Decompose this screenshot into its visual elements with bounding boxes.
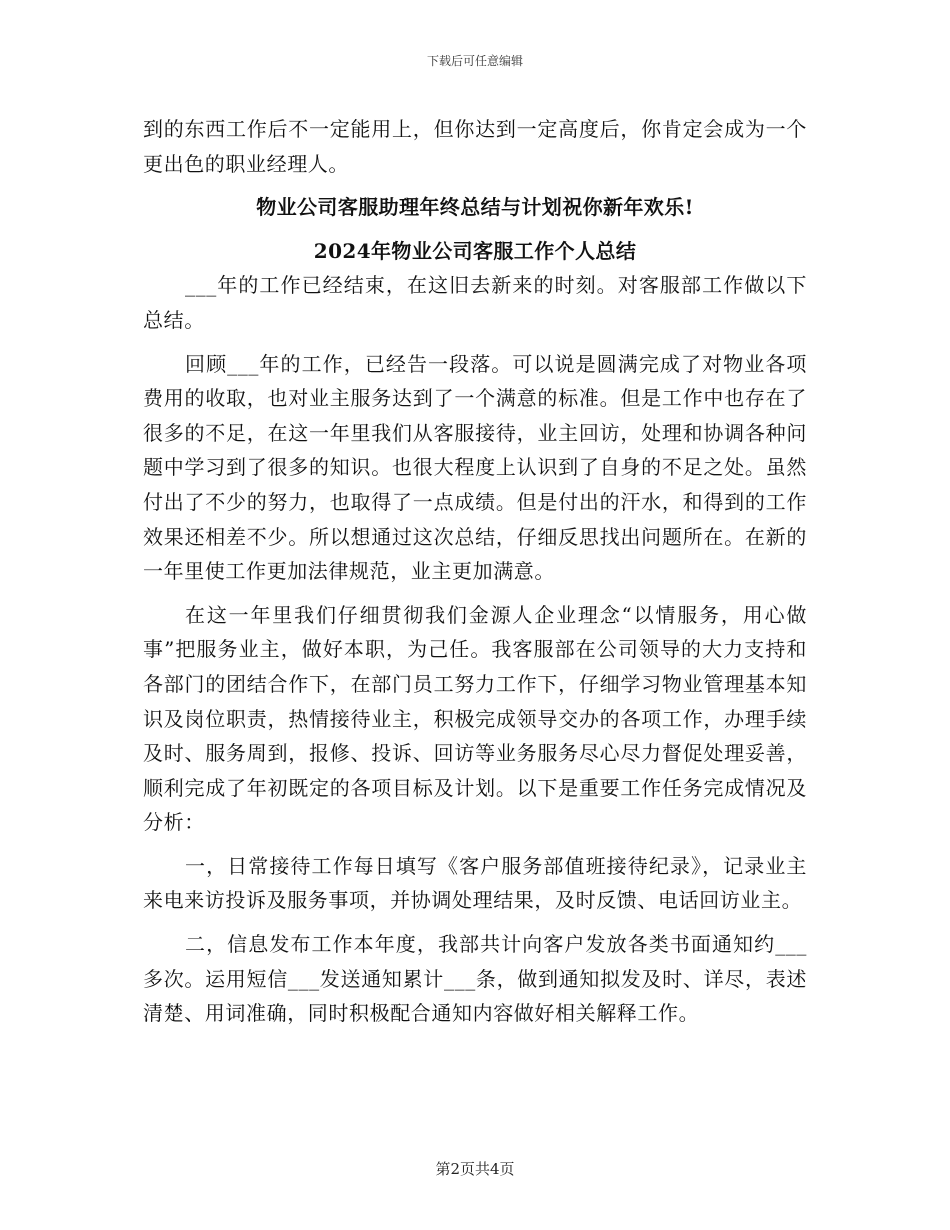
spacer [143,589,807,598]
section-title: 物业公司客服助理年终总结与计划祝你新年欢乐! [256,195,694,220]
paragraph-continuation: 到的东西工作后不一定能用上，但你达到一定高度后，你肯定会成为一个更出色的职业经理人。 [143,117,807,176]
spacer [143,840,807,849]
paragraph-item-1: 一，日常接待工作每日填写《客户服务部值班接待纪录》，记录业主来电来访投诉及服务事项，并协调处理结果，及时反馈、电话回访业主。 [143,853,807,913]
page-header: 下载后可任意编辑 [426,54,523,68]
spacer [143,225,807,234]
document-body [143,112,807,1031]
paragraph-review: 回顾___年的工作，已经告一段落。可以说是圆满完成了对物业各项费用的收取，也对业主服务达到了一个满意的标准。但是工作中也存在了很多的不足，在这一年里我们从客服接待，业主回访，处理和协调各种问题中学习到了很多的知识。也很大程度上认识到了自身的不足之处。虽然付出了不少的努力，也取得了一点成绩。但是付出的汗水，和得到的工作效果还相差不少。所以想通过这次总结，仔细反思找出问题所在。在新的一年里使工作更加法律规范，业主更加满意。 [143,351,807,584]
spacer [143,918,807,927]
document-title: 2024年物业公司客服工作个人总结 [313,238,637,263]
paragraph-intro: ___年的工作已经结束，在这旧去新来的时刻。对客服部工作做以下总结。 [143,273,807,332]
paragraph-item-2: 二，信息发布工作本年度，我部共计向客户发放各类书面通知约___多次。运用短信___发送通知累计___条，做到通知拟发及时、详尽，表述清楚、用词准确，同时积极配合通知内容做好相关解释工作。 [143,932,807,1026]
paragraph-philosophy: 在这一年里我们仔细贯彻我们金源人企业理念“以情服务，用心做事”把服务业主，做好本职，为己任。我客服部在公司领导的大力支持和各部门的团结合作下，在部门员工努力工作下，仔细学习物业管理基本知识及岗位职责，热情接待业主，积极完成领导交办的各项工作，办理手续及时、服务周到，报修、投诉、回访等业务服务尽心尽力督促处理妥善，顺利完成了年初既定的各项目标及计划。以下是重要工作任务完成情况及分析： [143,602,807,835]
spacer [143,181,807,190]
page-number: 第2页共4页 [435,1160,515,1178]
spacer [143,338,807,347]
